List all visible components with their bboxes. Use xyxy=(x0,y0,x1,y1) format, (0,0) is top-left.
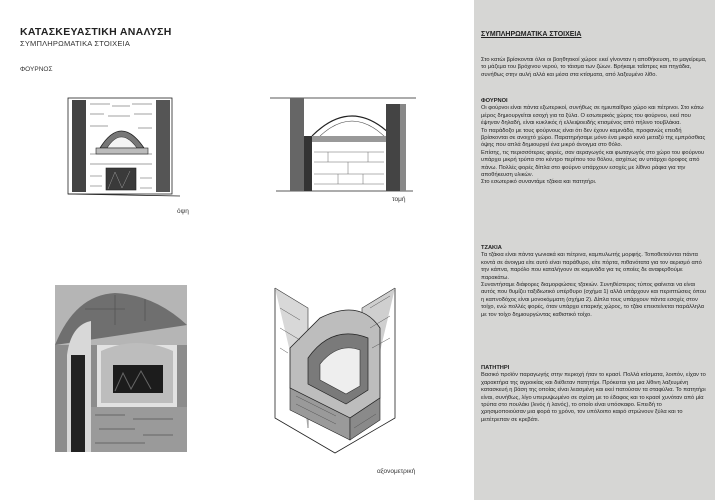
section-title-ovens: ΦΟΥΡΝΟΙ xyxy=(481,98,508,104)
section-caption: τομή xyxy=(392,196,406,203)
paragraph: Το παράδοξο με τους φούρνους είναι ότι δεν έχουν καμινάδα, προφανώς επειδή βρίσκονται σε ανοιχτό χώρο. Παρατηρήσαμε μόνο ένα μικρό κενό μεταξύ της εμπρόσθιας όψης που απλά δημιουργεί ένα μικρό άνοιγμα στο θόλο. xyxy=(481,127,706,149)
paragraph: Βασικό προϊόν παραγωγής στην περιοχή ήταν το κρασί. Πολλά κτίσματα, λοιπόν, είχαν το χαρακτήρα της αγροικίας και διέθεταν πατητήρι. Πρόκειται για μια λίθινη λαξευμένη κατασκευή η βάση της οποίας είναι λεασμένη και εκεί πατούσαν τα σταφύλια. Το πατητήρι είναι, συνήθως, λίγο υπερυψωμένο σε σχέση με το έδαφος και το κρασί χυνόταν από μία τρύπα στο πουλάκι (λινός ή λανός), το οποίο είναι υπόσκαφο. Επειδή το χρησιμοποιούσαν μια φορά το χρόνο, τον υπόλοιπο καιρό στρώνουν ξύλα και το μετέτρεπαν σε κρεβάτι. xyxy=(481,372,706,423)
paragraph: Στο εσωτερικό συναντάμε τζάκια και πατητήρι. xyxy=(481,179,597,186)
section-title-wine-press: ΠΑΤΗΤΗΡΙ xyxy=(481,365,510,371)
paragraph: Τα τζάκια είναι πάντα γωνιακά και πέτρινα, καμπυλωτής μορφής. Τοποθετούνται πάντα κοντά σε άνοιγμα είτε αυτό είναι παράθυρο, είτε πόρτα, πιθανότατα για τον αερισμό από την κάπνα, παρόλο που καταλήγουν σε καμινάδα για τις οποίες δε αναφερθούμε παρακάτω. xyxy=(481,252,702,281)
page-subtitle: ΣΥΜΠΛΗΡΩΜΑΤΙΚΑ ΣΤΟΙΧΕΙΑ xyxy=(20,39,131,48)
axonometric-caption: αξονομετρική xyxy=(377,468,416,475)
intro-text: Στο κατώι βρίσκονται όλοι οι βοηθητικοί χώροι: εκεί γίνονταν η αποθήκευση, το μαγείρεμα, το μάζεμα του βρόχινου νερού, το τάισμα των ζώων. Βρήκαμε ταΐστρες και πηγάδια, συνήθως στην αυλή αλλά και μέσα στα κτίσματα, από λαξευμένο λίθο. xyxy=(481,57,707,78)
intro-paragraph xyxy=(481,57,707,79)
section-ovens xyxy=(481,98,707,187)
paragraph: Οι φούρνοι είναι πάντα εξωτερικοί, συνήθως σε ημιυπαίθριο χώρο και πέτρινοι. Στο κάτω μέρος δημιουργείται εσοχή για τα ξύλα. Ο εσωτερικός χώρος του φούρνου, εκεί που έψηναν δηλαδή, είναι κυκλικός ή ελλειψοειδής κτισμένος από πήλινο τουβλάκια. xyxy=(481,105,704,127)
panel-heading: ΣΥΜΠΛΗΡΩΜΑΤΙΚΑ ΣΤΟΙΧΕΙΑ xyxy=(481,31,582,38)
fireplace-photo xyxy=(55,285,187,452)
section-title-fireplaces: ΤΖΑΚΙΑ xyxy=(481,245,502,251)
oven-elevation-drawing xyxy=(60,92,185,202)
section-fireplaces xyxy=(481,245,707,319)
paragraph: Επίσης, τις περισσότερες φορές, σαν αεραγωγός και φωταγωγός στο χώρο του φούρνου υπάρχει μικρή τρύπα στο κέντρο περίπου του θόλου, ασχέτως αν υπάρχει όροφος από πάνω. Πολλές φορές δίπλα στο φούρνο υπάρχουν εσοχές με λίθινο ράφια για την αποθήκευση υλικών. xyxy=(481,149,705,179)
paragraph: Συναντήσαμε διάφορες διαμορφώσεις τζακιών. Συνηθέστερος τύπος φαίνεται να είναι αυτός που θυμίζει ταξιδιωτικό υπέρθυρο (σχήμα 1) αλλά υπάρχουν και περιπτώσεις όπου η καπνοδόχος είναι μονοκόμματη (σχήμα 2). Δίπλα τους υπάρχουν πάντα εσοχές στον τοίχο, ενώ πολλές φορές, όταν υπάρχει επαρκής χώρος, το τζάκι επεκτείνεται παράλληλα με τον τοίχο δημιουργώντας καθιστικό τοίχο. xyxy=(481,282,706,318)
elevation-caption: όψη xyxy=(177,208,189,215)
section-label: ΦΟΥΡΝΟΣ xyxy=(20,66,53,73)
section-wine-press xyxy=(481,365,707,424)
oven-axonometric-drawing xyxy=(250,278,420,458)
page-title: ΚΑΤΑΣΚΕΥΑΣΤΙΚΗ ΑΝΑΛΥΣΗ xyxy=(20,26,172,38)
oven-section-drawing xyxy=(268,96,418,200)
